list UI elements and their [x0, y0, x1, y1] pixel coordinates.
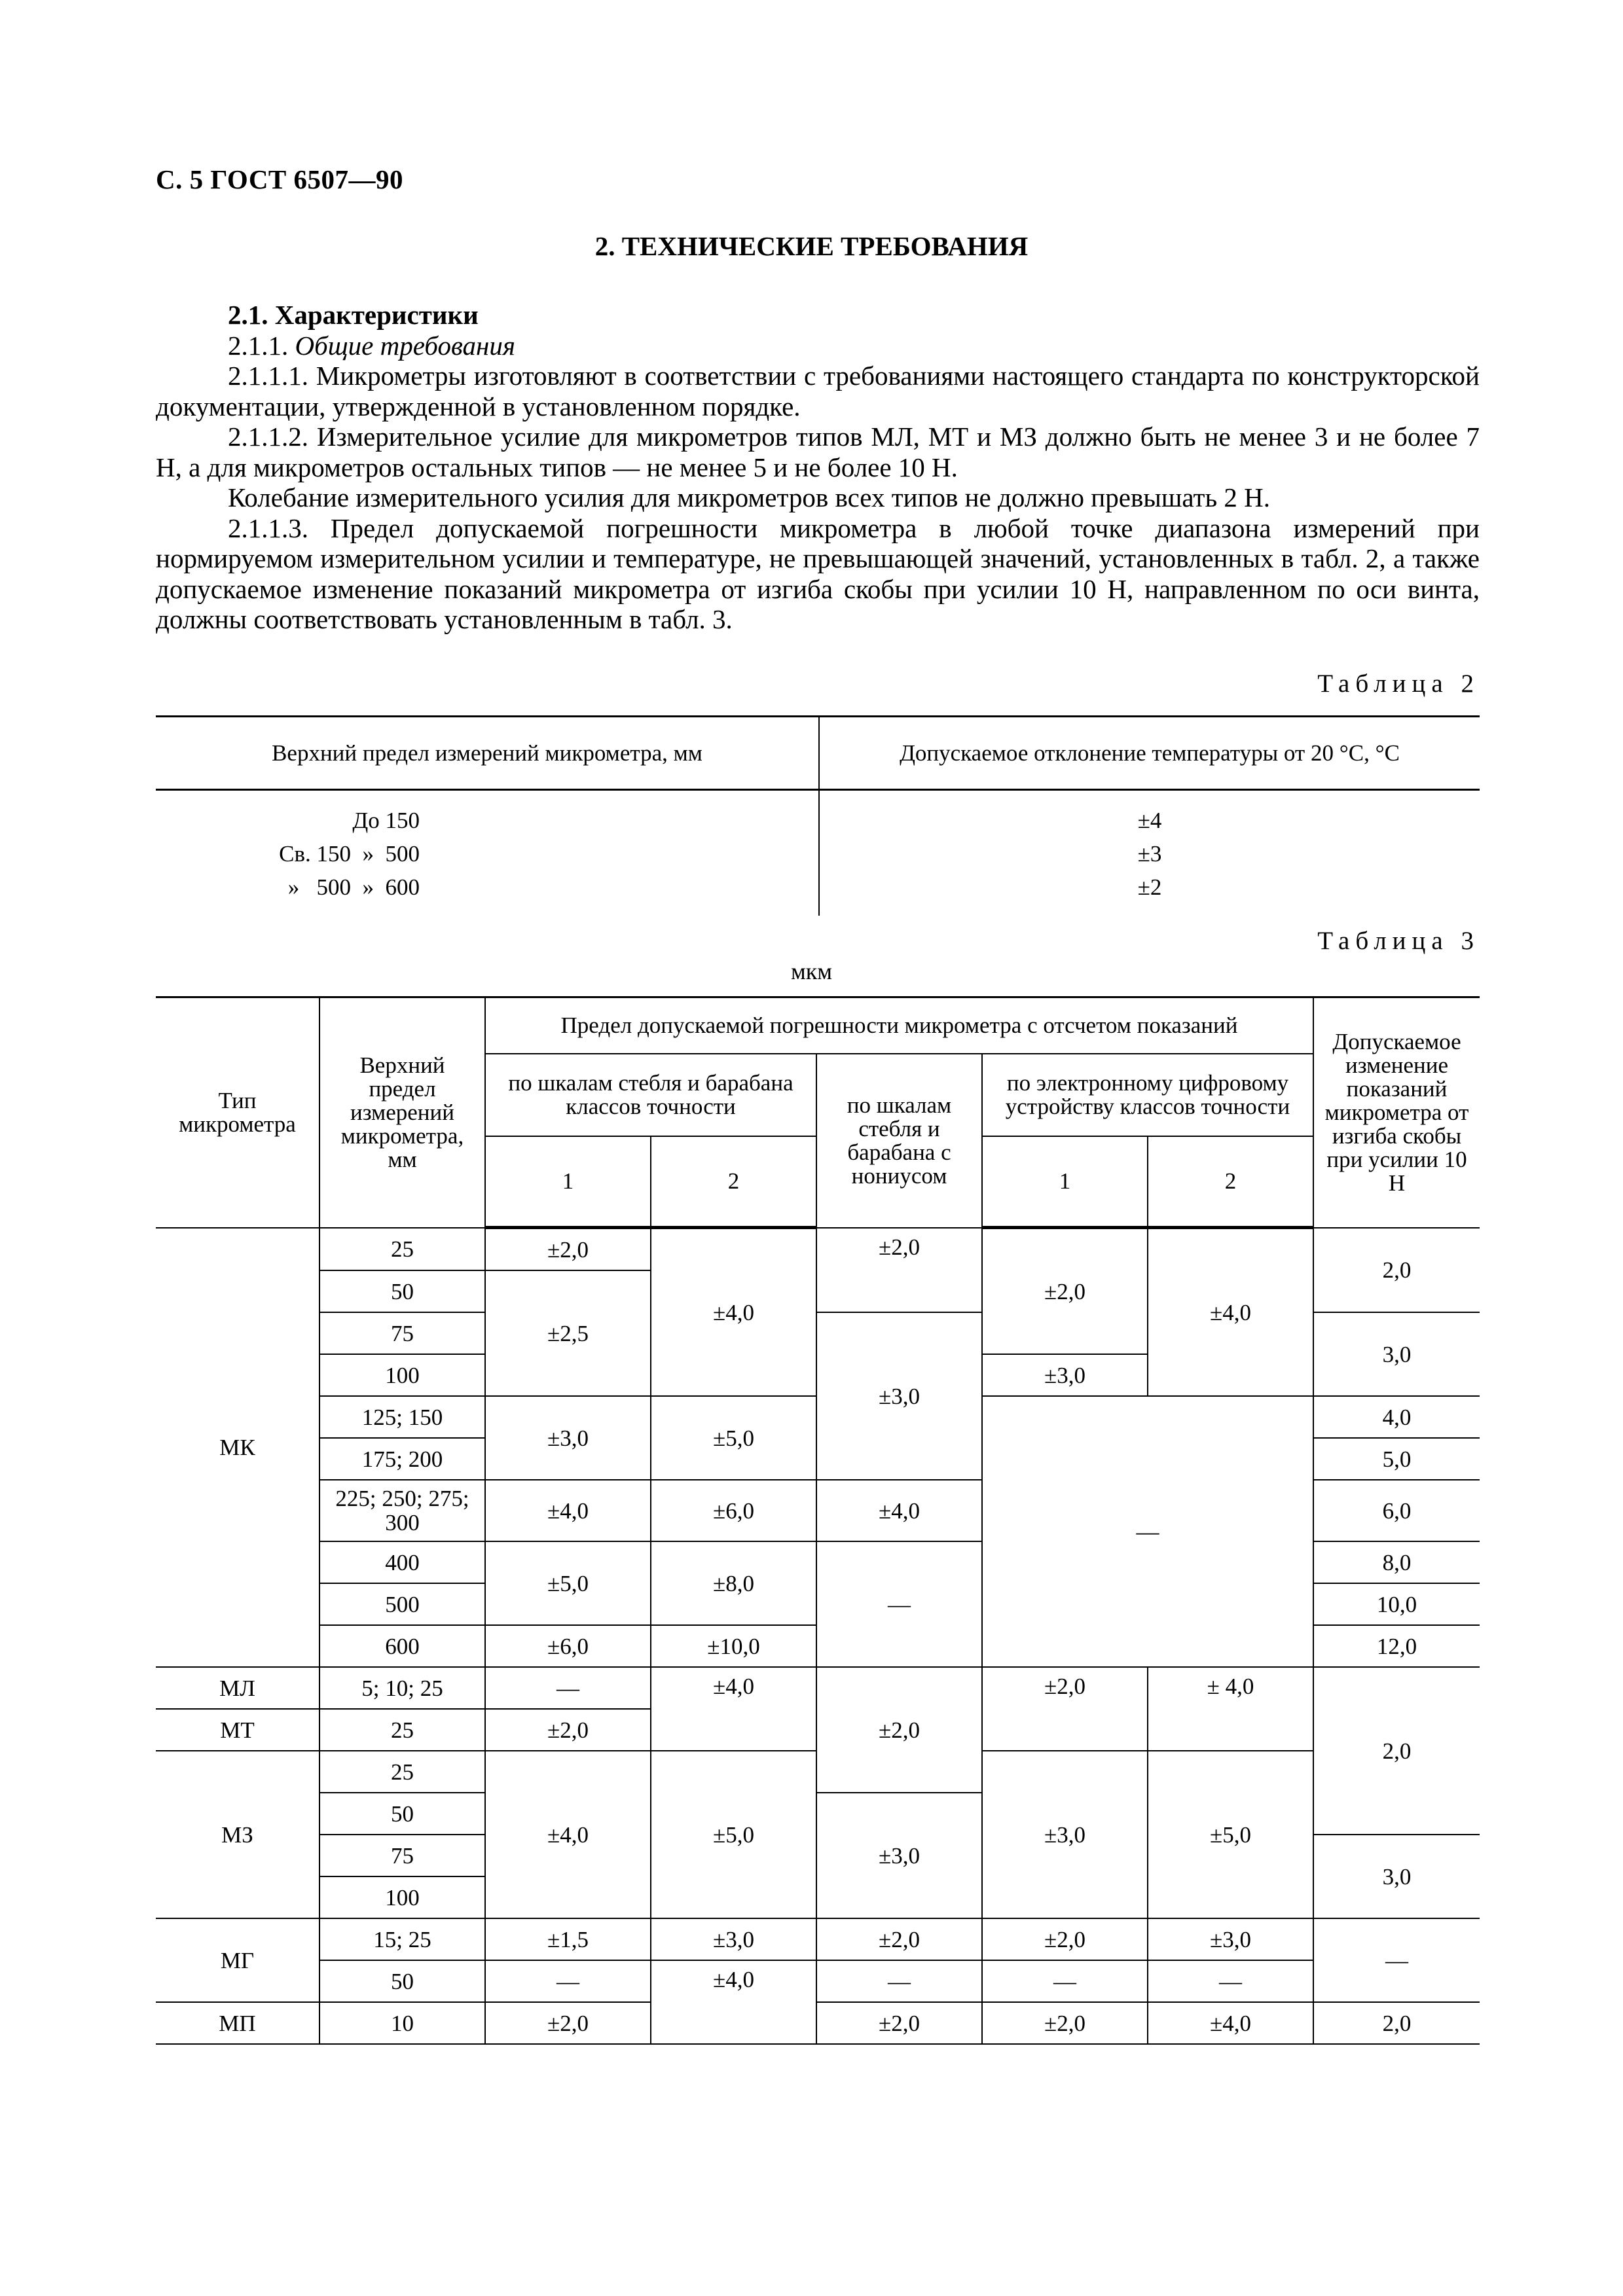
- table2-caption: Таблица 2: [1317, 670, 1480, 698]
- table2-range: До 150: [352, 808, 420, 833]
- value-cell: ±3,0: [485, 1396, 651, 1480]
- header-bend-change: Допускаемое изменение показаний микрометра от изгиба скобы при усилии 10 Н: [1313, 997, 1480, 1228]
- header-by-electronic: по электронному цифровому устройству классов точности: [982, 1054, 1313, 1136]
- value-cell: ±2,0: [485, 2002, 651, 2044]
- value-cell: 3,0: [1313, 1835, 1480, 1918]
- value-cell: ±4,0: [485, 1480, 651, 1541]
- header-class-2: 2: [1148, 1136, 1313, 1228]
- table2-col2-header: Допускаемое отклонение температуры от 20 °С, °С: [819, 717, 1480, 790]
- table-3: [156, 996, 1480, 2045]
- para-2-1-1-number: 2.1.1.: [228, 330, 289, 361]
- value-cell: ±2,0: [816, 1918, 982, 1960]
- value-cell: ±2,0: [982, 1918, 1148, 1960]
- value-cell: ±5,0: [485, 1541, 651, 1625]
- value-cell: ±3,0: [651, 1918, 816, 1960]
- value-cell: ±4,0: [485, 1751, 651, 1918]
- type-cell: МГ: [156, 1918, 319, 2002]
- value-cell: 8,0: [1313, 1541, 1480, 1583]
- para-2-1-heading: 2.1. Характеристики: [228, 300, 479, 330]
- page-header: С. 5 ГОСТ 6507—90: [156, 164, 404, 194]
- para-2-1-1-3: 2.1.1.3. Предел допускаемой погрешности микрометра в любой точке диапазона измерений при нормируемом измерительном усилии и температуре, не превышающей значений, установленных в табл. 2, а также допускаемое изменение показаний микрометра от изгиба скобы при усилии 10 Н, направленном по оси винта, должны соответствовать установленным в табл. 3.: [156, 512, 1480, 634]
- value-cell: —: [816, 1541, 982, 1667]
- range-cell: 10: [319, 2002, 485, 2044]
- para-oscillation: Колебание измерительного усилия для микрометров всех типов не должно превышать 2 Н.: [228, 482, 1271, 512]
- value-cell: ±2,0: [982, 2002, 1148, 2044]
- type-cell: МЛ: [156, 1667, 319, 1709]
- range-cell: 100: [319, 1876, 485, 1918]
- value-cell: ±2,0: [982, 1228, 1148, 1355]
- range-cell: 175; 200: [319, 1438, 485, 1480]
- value-cell: ±4,0: [1148, 2002, 1313, 2044]
- range-cell: 50: [319, 1960, 485, 2002]
- range-cell: 600: [319, 1625, 485, 1667]
- value-cell: ±4,0: [651, 1228, 816, 1397]
- table-row: [156, 2002, 1480, 2044]
- value-cell: ±2,5: [485, 1270, 651, 1396]
- range-cell: 75: [319, 1835, 485, 1876]
- range-cell: 100: [319, 1354, 485, 1396]
- value-cell: ±3,0: [816, 1793, 982, 1918]
- value-cell: 10,0: [1313, 1583, 1480, 1625]
- header-error-group: Предел допускаемой погрешности микрометра с отсчетом показаний: [485, 997, 1313, 1054]
- table2-value: ±2: [1137, 874, 1162, 900]
- header-type: Тип микрометра: [156, 997, 319, 1228]
- para-2-1-1-title: Общие требования: [295, 330, 515, 361]
- para-2-1-1-1: 2.1.1.1. Микрометры изготовляют в соответствии с требованиями настоящего стандарта по конструкторской документации, утвержденной в установленном порядке.: [156, 361, 1480, 422]
- table2-header-row: [156, 717, 1480, 790]
- value-cell: 5,0: [1313, 1438, 1480, 1480]
- value-cell: ±5,0: [651, 1751, 816, 1918]
- type-cell: МП: [156, 2002, 319, 2044]
- body-text: [156, 300, 1480, 635]
- table-2: [156, 715, 1480, 916]
- range-cell: 225; 250; 275; 300: [319, 1480, 485, 1541]
- value-cell: ± 4,0: [1148, 1667, 1313, 1751]
- value-cell: ±3,0: [816, 1312, 982, 1480]
- value-cell: ±4,0: [651, 1667, 816, 1751]
- value-cell: 2,0: [1313, 1228, 1480, 1313]
- value-cell: 6,0: [1313, 1480, 1480, 1541]
- value-cell: 3,0: [1313, 1312, 1480, 1396]
- value-cell: ±5,0: [651, 1396, 816, 1480]
- range-cell: 25: [319, 1709, 485, 1751]
- table-row: [156, 1667, 1480, 1709]
- section-title: 2. ТЕХНИЧЕСКИЕ ТРЕБОВАНИЯ: [594, 231, 1029, 261]
- value-cell: ±4,0: [651, 1960, 816, 2044]
- value-cell: ±2,0: [982, 1667, 1148, 1751]
- table2-range: Св. 150 » 500: [279, 841, 420, 867]
- table3-caption: Таблица 3: [1317, 927, 1480, 955]
- header-class-1: 1: [485, 1136, 651, 1228]
- header-by-scales: по шкалам стебля и барабана классов точности: [485, 1054, 816, 1136]
- table-row: [156, 874, 1480, 916]
- table-row: [156, 790, 1480, 841]
- value-cell: —: [816, 1960, 982, 2002]
- value-cell: ±1,5: [485, 1918, 651, 1960]
- range-cell: 400: [319, 1541, 485, 1583]
- value-cell: ±3,0: [982, 1751, 1148, 1918]
- value-cell: ±8,0: [651, 1541, 816, 1625]
- value-cell: ±3,0: [1148, 1918, 1313, 1960]
- para-2-1-1-2: 2.1.1.2. Измерительное усилие для микрометров типов МЛ, МТ и МЗ должно быть не менее 3 и не более 7 Н, а для микрометров остальных типов — не менее 5 и не более 10 Н.: [156, 422, 1480, 482]
- value-cell: ±4,0: [1148, 1228, 1313, 1397]
- value-cell: —: [485, 1667, 651, 1709]
- value-cell: ±6,0: [485, 1625, 651, 1667]
- value-cell: ±2,0: [816, 1667, 982, 1793]
- value-cell: —: [1148, 1960, 1313, 2002]
- range-cell: 75: [319, 1312, 485, 1354]
- range-cell: 500: [319, 1583, 485, 1625]
- table-row: [156, 1918, 1480, 1960]
- table2-value: ±3: [1137, 841, 1162, 867]
- value-cell: ±2,0: [485, 1709, 651, 1751]
- header-class-1: 1: [982, 1136, 1148, 1228]
- value-cell: ±5,0: [1148, 1751, 1313, 1918]
- value-cell: —: [1313, 1918, 1480, 2002]
- header-by-vernier: по шкалам стебля и барабана с нониусом: [816, 1054, 982, 1228]
- value-cell: 4,0: [1313, 1396, 1480, 1438]
- value-cell: ±6,0: [651, 1480, 816, 1541]
- value-cell: ±2,0: [485, 1228, 651, 1271]
- header-upper-limit: Верхний предел измерений микрометра, мм: [319, 997, 485, 1228]
- value-cell: —: [485, 1960, 651, 2002]
- para-2-1-1: [156, 331, 1480, 361]
- value-cell: 2,0: [1313, 2002, 1480, 2044]
- table3-header-row: [156, 997, 1480, 1054]
- header-class-2: 2: [651, 1136, 816, 1228]
- table2-col1-header: Верхний предел измерений микрометра, мм: [156, 717, 819, 790]
- type-cell: МТ: [156, 1709, 319, 1751]
- range-cell: 5; 10; 25: [319, 1667, 485, 1709]
- value-cell: 12,0: [1313, 1625, 1480, 1667]
- table2-value: ±4: [1137, 808, 1162, 833]
- table-row: [156, 1228, 1480, 1271]
- value-cell: ±10,0: [651, 1625, 816, 1667]
- type-cell: МК: [156, 1228, 319, 1668]
- range-cell: 50: [319, 1270, 485, 1312]
- type-cell: МЗ: [156, 1751, 319, 1918]
- range-cell: 25: [319, 1228, 485, 1271]
- value-cell: —: [982, 1960, 1148, 2002]
- value-cell: ±2,0: [816, 1228, 982, 1313]
- para-2-1: [156, 300, 1480, 331]
- value-cell: ±2,0: [816, 2002, 982, 2044]
- range-cell: 125; 150: [319, 1396, 485, 1438]
- table2-range: » 500 » 600: [287, 874, 420, 900]
- table-row: [156, 840, 1480, 874]
- value-cell: ±3,0: [982, 1354, 1148, 1396]
- value-cell: 2,0: [1313, 1667, 1480, 1835]
- range-cell: 50: [319, 1793, 485, 1835]
- value-cell: —: [982, 1396, 1313, 1667]
- range-cell: 15; 25: [319, 1918, 485, 1960]
- value-cell: ±4,0: [816, 1480, 982, 1541]
- table3-units: мкм: [790, 958, 833, 984]
- range-cell: 25: [319, 1751, 485, 1793]
- table-row: [156, 1960, 1480, 2002]
